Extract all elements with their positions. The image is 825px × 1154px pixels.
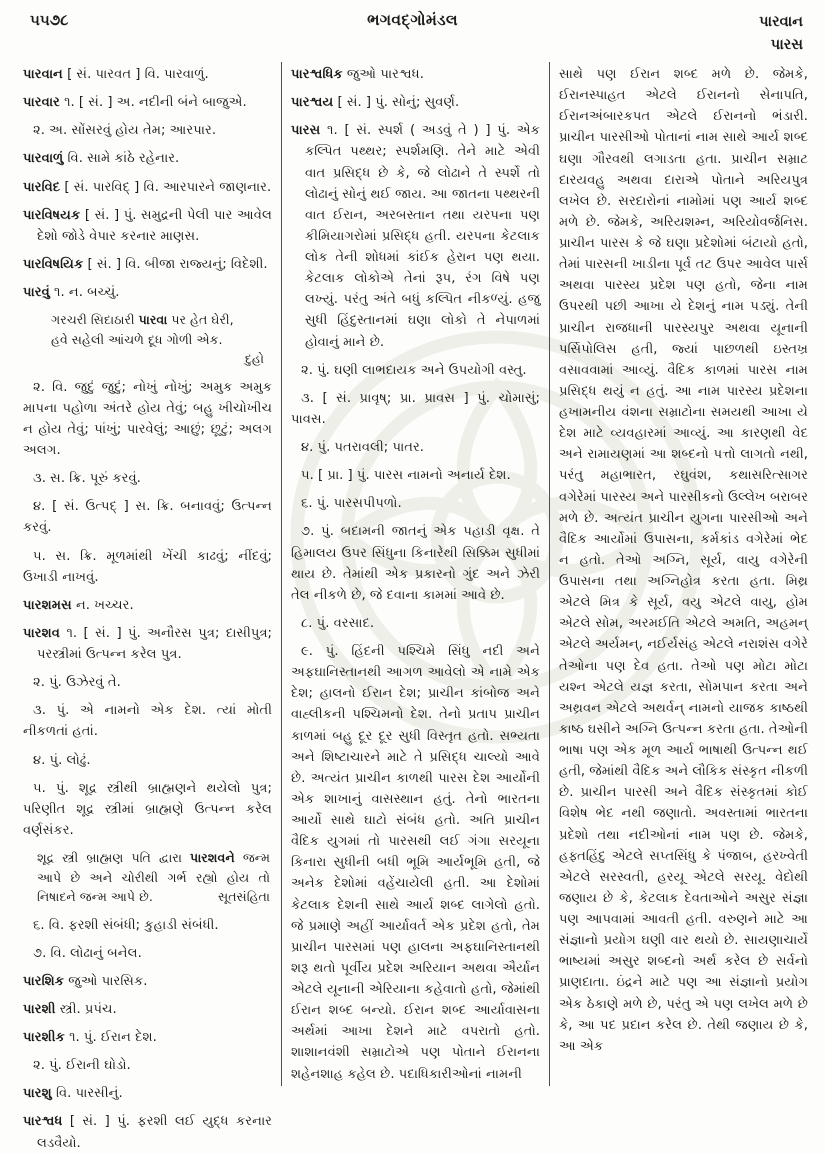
guide-words [759, 11, 803, 57]
entry-body: ૩. સ. ક્રિ. પૂરું કરવું. [33, 471, 141, 487]
guide-word-last: પારસ [770, 37, 803, 54]
entry-body: ૨. પું. ઘણી લાભદાયક અને ઉપયોગી વસ્તુ. [301, 362, 527, 378]
sense-line [23, 778, 272, 841]
dictionary-entry [23, 254, 272, 275]
dictionary-entry [23, 92, 272, 113]
dictionary-entry [291, 120, 540, 352]
dictionary-entry [23, 595, 272, 616]
sense-line [23, 546, 272, 588]
sense-line [23, 672, 272, 693]
citation-source: સૂતસંહિતા [218, 889, 270, 905]
sense-line [291, 360, 540, 381]
sense-line [23, 1055, 272, 1076]
entry-body: ૨. પું. ઈરાની ઘોડો. [33, 1058, 131, 1074]
sense-line [291, 465, 540, 486]
text-columns [14, 62, 817, 1151]
verse-text: હવે સહેલી આંચળે દૂધ ગોળી એક. [51, 331, 223, 347]
dictionary-entry [23, 282, 272, 303]
continuation-text [559, 64, 808, 1057]
entry-body: સાથે પણ ઈરાન શબ્દ મળે છે. જેમકે, ઈરાનસ્પાહત એટલે ઈરાનનો સેનાપતિ, ઈરાનઅંબારકપત એટલે ઈરાનનો ભંડારી. પ્રાચીન પારસીઓ પોતાનાં નામ સાથે આર્ય શબ્દ ઘણા ગૌરવથી લગાડતા હતા. પ્રાચીન સમ્રાટ દારયવહુ અથવા દારાએ પોતાને અરિયપુત્ર લખેલ છે. સરદારોનાં નામોમાં પણ આર્ય શબ્દ મળે છે. જેમકે, અરિયશમ્ન, અરિયોવર્જનિસ. પ્રાચીન પારસ કે જે ઘણા પ્રદેશોમાં બંટાયો હતો, તેમાં પારસની ખાડીના પૂર્વ તટ ઉપર આવેલ પાર્સ અથવા પારસ્ય પ્રદેશ પણ હતો, જેના નામ ઉપરથી પછી આખા યે દેશનું નામ પડ્યું. તેની પ્રાચીન રાજધાની પારસ્યપુર અથવા યૂનાની પર્સિપોલિસ હતી, જ્યાં પાછળથી ઇસ્તખ્ર વસાવવામાં આવ્યું. વૈદિક કાળમાં પારસ નામ પ્રસિદ્ધ થયું ન હતું. આ નામ પારસ્ય પ્રદેશના હખામનીય વંશના સમ્રાટોના સમયથી આખા યે દેશ માટે વ્યવહારમાં આવ્યું. આ કારણથી વેદ અને રામાયણમાં આ શબ્દનો પત્તો લાગતો નથી, પરંતુ મહાભારત, રઘુવંશ, કથાસરિત્સાગર વગેરેમાં પારસ્ય અને પારસીકનો ઉલ્લેખ બરાબર મળે છે. અત્યંત પ્રાચીન યુગના પારસીઓ અને વૈદિક આર્યોમાં ઉપાસના, કર્મકાંડ વગેરેમાં ભેદ ન હતો. તેઓ અગ્નિ, સૂર્ય, વાયુ વગેરેની ઉપાસના તથા અગ્નિહોત્ર કરતા હતા. મિથ્ર એટલે મિત્ર કે સૂર્ય, વયુ એટલે વાયુ, હોમ એટલે સોમ, અરમઈતિ એટલે અમતિ, અહમન્ એટલે અર્યમન્, નઈર્યસંહ એટલે નરાશંસ વગેરે તેઓના પણ દેવ હતા. તેઓ પણ મોટા મોટા યશ્ન એટલે યજ્ઞ કરતા, સોમપાન કરતા અને અથ્રવન એટલે અથર્વન્ નામનો યાજક કાષ્ઠથી કાષ્ઠ ઘસીને અગ્નિ ઉત્પન્ન કરતા હતા. તેઓની ભાષા પણ એક મૂળ આર્ય ભાષાથી ઉત્પન્ન થઈ હતી, જેમાંથી વૈદિક અને લૌકિક સંસ્કૃત નીકળી છે. પ્રાચીન પારસી અને વૈદિક સંસ્કૃતમાં કોઈ વિશેષ ભેદ નથી જણાતો. અવસ્તામાં ભારતના પ્રદેશો તથા નદીઓનાં નામ પણ છે. જેમકે, હફ્તહિંદુ એટલે સપ્તસિંધુ કે પંજાબ, હરખ્વેતી એટલે સરસ્વતી, હરયૂ એટલે સરયૂ. વેદોથી જણાય છે કે, કેટલાક દેવતાઓને અસુર સંજ્ઞા પણ આપવામાં આવતી હતી. વરુણને માટે આ સંજ્ઞાનો પ્રયોગ ઘણી વાર થયો છે. સાયણાચાર્યે ભાષ્યમાં અસુર શબ્દનો અર્થ કરેલ છે સર્વનો પ્રાણદાતા. ઇંદ્રને માટે પણ આ સંજ્ઞાનો પ્રયોગ એક ઠેકાણે મળે છે, પરંતુ એ પણ લખેલ મળે છે કે, આ પદ પ્રદાન કરેલ છે. તેથી જણાય છે કે, આ એક [559, 67, 809, 1054]
dictionary-entry [291, 92, 540, 113]
sense-line [291, 388, 540, 430]
page-number: ૫૫૭૮ [30, 11, 69, 29]
verse-attribution: દુહો [244, 351, 264, 367]
headword: પારવિષયક [23, 207, 81, 223]
headword: પારવાન [23, 67, 63, 82]
entry-body: [ સં. ] પું. સમુદ્રની પેલી પાર આવેલ દેશો જોડે વેપાર કરનાર માણસ. [37, 207, 272, 244]
entry-body: ૭. વિ. લોઢાનું બનેલ. [33, 945, 142, 961]
headword: પારશ્વધ [23, 1114, 63, 1130]
entry-body: ૬. વિ. ફરશી સંબંધી; કુહાડી સંબંધી. [33, 917, 219, 933]
headword: પારશમસ [23, 597, 72, 613]
entry-body: ન. ખચ્ચર. [75, 597, 134, 613]
page-header [0, 0, 825, 56]
dictionary-entry [291, 64, 540, 85]
entry-body: ૫. [ પ્રા. ] પું. પારસ નામનો અનાર્ય દેશ. [301, 468, 511, 484]
entry-body: જુઓ પારશ્વધ. [346, 67, 424, 82]
headword: પારશિક [23, 973, 65, 989]
dictionary-entry [23, 64, 272, 85]
entry-body: વિ. પારસીનું. [55, 1086, 123, 1102]
citation-quote [37, 848, 270, 907]
dictionary-entry [23, 1083, 272, 1104]
sense-line [23, 915, 272, 936]
dictionary-entry [23, 999, 272, 1020]
entry-body: ૫. સ. ક્રિ. મૂળમાંથી ખેંચી કાઢવું; નીંદવું; ઉખાડી નાખવું. [23, 548, 272, 585]
entry-body: ૭. પું. બદામની જાતનું એક પહાડી વૃક્ષ. તે હિમાલય ઉપર સિંધુના કિનારેથી સિક્કિમ સુધીમાં થાય છે. તેમાંથી એક પ્રકારનો ગુંદ અને ઝેરી તેલ નીકળે છે, જે દવાના કામમાં આવે છે. [291, 524, 540, 603]
entry-body: [ સં. ] પું. સોનું; સુવર્ણ. [337, 95, 460, 111]
sense-line [291, 613, 540, 634]
citation-text: જન્મ આપે છે અને ચોરીથી ગર્ભ રહ્યો હોય તો નિષાદને જન્મ આપે છે. [37, 850, 270, 905]
entry-body: ૪. [ સં. ઉત્પદ્ ] સ. ક્રિ. બનાવવું; ઉત્પન્ન કરવું. [23, 499, 272, 536]
sense-line [23, 377, 272, 462]
dictionary-entry [23, 971, 272, 992]
column-2 [281, 62, 549, 1086]
headword: પારવાળું [23, 151, 64, 167]
entry-body: ૧. [ સં. સ્પર્શ ( અડવું તે ) ] પું. એક કલ્પિત પથ્થર; સ્પર્શમણિ. તેને માટે એવી વાત પ્રસિદ્ધ છે કે, જે લોઢાને તે સ્પર્શે તો લોઢાનું સોનું થઈ જાય. આ જાતના પથ્થરની વાત ઈરાન, અરબસ્તાન તથા યરપના પણ કીમિયાગરોમાં પ્રસિદ્ધ હતી. યરપના કેટલાક લોક તેની શોધમાં કાંઈક હેરાન પણ થયા. કેટલાક લોકોએ તેનાં રૂપ, રંગ વિષે પણ લખ્યું. પરંતુ અંતે બધું કલ્પિત નીકળ્યું. હજુ સુધી હિંદુસ્તાનમાં ઘણા લોકો તે નેપાળમાં હોવાનું માને છે. [305, 123, 540, 350]
sense-line [291, 521, 540, 606]
entry-body: ૧. પું. ઈરાન દેશ. [69, 1030, 157, 1046]
headword: પારશીક [23, 1030, 65, 1046]
entry-body: ૮. પું. વરસાદ. [301, 615, 375, 631]
entry-body: ૩. પું. એ નામનો એક દેશ. ત્યાં મોતી નીકળતાં હતાં. [23, 703, 272, 740]
entry-body: જુઓ પારસિક. [68, 973, 148, 989]
verse-text: ગરચરી સિદાઠારી [51, 312, 139, 328]
sense-line [23, 700, 272, 742]
sense-line [291, 641, 540, 1085]
verse-keyword: પારવા [138, 312, 168, 328]
dictionary-entry [23, 205, 272, 247]
sense-line [23, 496, 272, 538]
entry-body: ૨. અ. સોંસરવું હોય તેમ; આરપાર. [33, 123, 217, 139]
entry-body: ૨. વિ. જુદું જુદું; નોખું નોખું; અમુક અમુક માપના પહોળા અંતરે હોય તેવું; બહુ ખીચોખીચ ન હોય તેવું; પાંખું; પારવેલું; આછું; છૂટું; અલગ અલગ. [23, 379, 272, 459]
entry-body: ૪. પું. લોઢું. [33, 752, 91, 768]
guide-word-first: પારવાન [759, 14, 803, 30]
headword: પારસ [291, 123, 321, 139]
headword: પારશી [23, 1001, 56, 1017]
entry-body: ૪. પું. પતરાવલી; પાતર. [301, 440, 424, 455]
headword: પારવિષયિક [23, 256, 84, 272]
headword: પારવિદ [23, 179, 61, 195]
sense-line [23, 750, 272, 771]
entry-body: ૩. [ સં. પ્રાવૃષ્; પ્રા. પ્રાવસ ] પું. ચોમાસું; પાવસ. [291, 390, 540, 427]
column-3 [549, 62, 817, 1086]
entry-body: ૬. પું. પારસપીપળો. [301, 496, 402, 512]
entry-body: વિ. સામે કાંઠે રહેનાર. [67, 151, 180, 167]
sense-line [23, 120, 272, 141]
headword: પારશુ [23, 1086, 52, 1102]
citation-keyword: પારશવને [190, 850, 235, 866]
sense-line [291, 493, 540, 514]
verse-quote [51, 310, 266, 369]
entry-body: ૧. [ સં. ] અ. નદીની બંને બાજુએ. [64, 95, 247, 111]
headword: પારવું [23, 285, 50, 300]
dictionary-entry [23, 177, 272, 198]
entry-body: [ સં. પારવિદ્ ] વિ. આરપારને જાણનાર. [64, 179, 272, 195]
entry-body: ૧. [ સં. ] પું. અનૌરસ પુત્ર; દાસીપુત્ર; પરસ્ત્રીમાં ઉત્પન્ન કરેલ પુત્ર. [37, 625, 272, 663]
entry-body: ૧. ન. બચ્ચું. [54, 285, 120, 300]
verse-text: પર હેત ઘેરી, [167, 312, 234, 328]
entry-body: સ્ત્રી. પ્રપંચ. [59, 1001, 117, 1017]
entry-body: [ સં. ] પું. ફરશી લઈ યુદ્ધ કરનાર લડવૈયો. [37, 1114, 272, 1151]
verse-line [51, 330, 266, 350]
entry-body: ૯. પું. હિંદની પશ્ચિમે સિંધુ નદી અને અફઘાનિસ્તાનથી આગળ આવેલો એ નામે એક દેશ; હાલનો ઈરાન દેશ; પ્રાચીન કાંબોજ અને વાહ્લીકની પશ્ચિમનો દેશ. તેનો પ્રતાપ પ્રાચીન કાળમાં બહુ દૂર દૂર સુધી વિસ્તૃત હતો. સભ્યતા અને શિષ્ટાચારને માટે તે પ્રસિદ્ધ ચાલ્યો આવે છે. અત્યંત પ્રાચીન કાળથી પારસ દેશ આર્યોની એક શાખાનું વાસસ્થાન હતું. તેનો ભારતના આર્યો સાથે ઘાટો સંબંધ હતો. અતિ પ્રાચીન વૈદિક યુગમાં તો પારસથી લઈ ગંગા સરયૂના કિનારા સુધીની બધી ભૂમિ આર્યભૂમિ હતી, જે અનેક દેશોમાં વહેંચાયેલી હતી. આ દેશોમાં કેટલાક દેશની સાથે આર્ય શબ્દ લાગેલો હતો. જે પ્રમાણે અહીં આર્યાવર્ત એક પ્રદેશ હતો, તેમ પ્રાચીન પારસમાં પણ હાલના અફઘાનિસ્તાનથી શરૂ થતો પૂર્વીય પ્રદેશ અરિયાન અથવા ઐર્યાન એટલે યૂનાની એરિયાના કહેવાતો હતો, જેમાંથી ઈરાન શબ્દ બન્યો. ઈરાન શબ્દ આર્યાવાસના અર્થમાં આખા દેશને માટે વપરાતો હતો. શાશાનવંશી સમ્રાટોએ પણ પોતાને ઈરાનના શહેનશાહ કહેલ છે. પદાધિકારીઓનાં નામની [291, 644, 540, 1082]
dictionary-entry [23, 1027, 272, 1048]
dictionary-entry [23, 1111, 272, 1153]
headword: પારશ્વધિક [291, 67, 343, 82]
headword: પારશવ [23, 625, 60, 641]
dictionary-entry [23, 148, 272, 169]
headword: પારશ્વય [291, 95, 334, 111]
column-1 [14, 62, 281, 1151]
sense-line [23, 943, 272, 964]
entry-body: [ સં. ] વિ. બીજા રાજ્યનું; વિદેશી. [87, 256, 268, 272]
entry-body: ૨. પું. ઉઝેરવું તે. [33, 675, 121, 691]
citation-text: શૂદ્ર સ્ત્રી બ્રાહ્મણ પતિ દ્વારા [37, 850, 191, 866]
sense-line [23, 468, 272, 489]
headword: પારવાર [23, 95, 60, 111]
verse-line [51, 310, 266, 330]
dictionary-entry [23, 623, 272, 665]
entry-body: ૫. પું. શૂદ્ર સ્ત્રીથી બ્રાહ્મણને થયેલો પુત્ર; પરિણીત શૂદ્ર સ્ત્રીમાં બ્રાહ્મણે ઉત્પન્ન કરેલ વર્ણસંકર. [23, 780, 272, 838]
sense-line [291, 437, 540, 458]
book-title: ભગવદ્ગોમંડલ [367, 11, 458, 29]
entry-body: [ સં. પારવત ] વિ. પારવાળું. [67, 67, 209, 82]
